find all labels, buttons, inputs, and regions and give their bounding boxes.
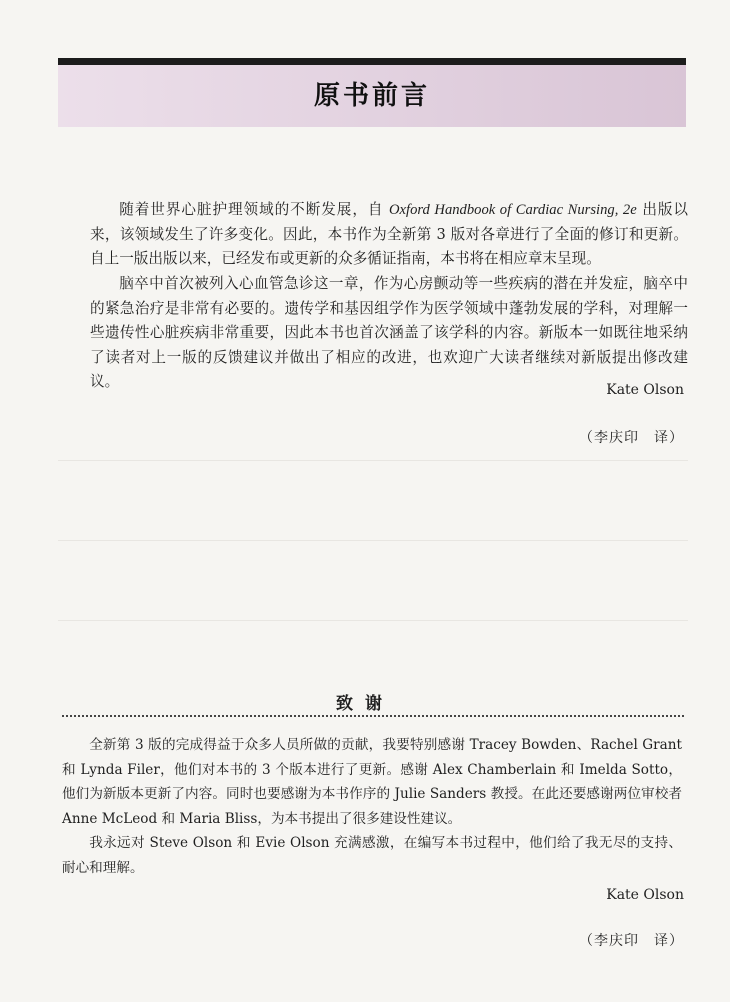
acknowledgements-dotted-rule [62,715,684,717]
preface-p1-suffix: 出版以来，该领域发生了许多变化。因此，本书作为全新第 3 版对各章进行了全面的修订和更新。自上一版出版以来，已经发布或更新的众多循证指南，本书将在相应章末呈现。 [90,201,688,267]
acknowledgements-paragraph-1: 全新第 3 版的完成得益于众多人员所做的贡献，我要特别感谢 Tracey Bowden、Rachel Grant 和 Lynda Filer，他们对本书的 3 个版本进行了更新。感谢 Alex Chamberlain 和 Imelda Sotto，他们为新版本更新了内容。同时也要感谢为本书作序的 Julie Sanders 教授。在此还要感谢两位审校者 Anne McLeod 和 Maria Bliss，为本书提出了很多建设性建议。 [62,737,682,827]
book-title: Oxford Handbook of Cardiac Nursing, 2e [389,202,637,218]
page-divider-faint [58,620,688,621]
preface-signature: Kate Olson [606,382,684,398]
acknowledgements-title: 致谢 [336,694,394,714]
acknowledgements-paragraph-2: 我永远对 Steve Olson 和 Evie Olson 充满感激，在编写本书过程中，他们给了我无尽的支持、耐心和理解。 [62,835,682,876]
acknowledgements-signature: Kate Olson [606,887,684,903]
preface-p1-prefix: 随着世界心脏护理领域的不断发展，自 [119,201,384,218]
acknowledgements-translator: （李庆印 译） [579,933,684,949]
preface-paragraph-1 [90,198,688,272]
page-divider-faint [58,460,688,461]
preface-title: 原书前言 [313,81,430,111]
preface-paragraph-2: 脑卒中首次被列入心血管急诊这一章，作为心房颤动等一些疾病的潜在并发症，脑卒中的紧急治疗是非常有必要的。遗传学和基因组学作为医学领域中蓬勃发展的学科，对理解一些遗传性心脏疾病非常重要，因此本书也首次涵盖了该学科的内容。新版本一如既往地采纳了读者对上一版的反馈建议并做出了相应的改进，也欢迎广大读者继续对新版提出修改建议。 [90,275,688,390]
preface-translator: （李庆印 译） [579,430,684,446]
preface-title-bar [58,58,686,127]
page-divider-faint [58,540,688,541]
